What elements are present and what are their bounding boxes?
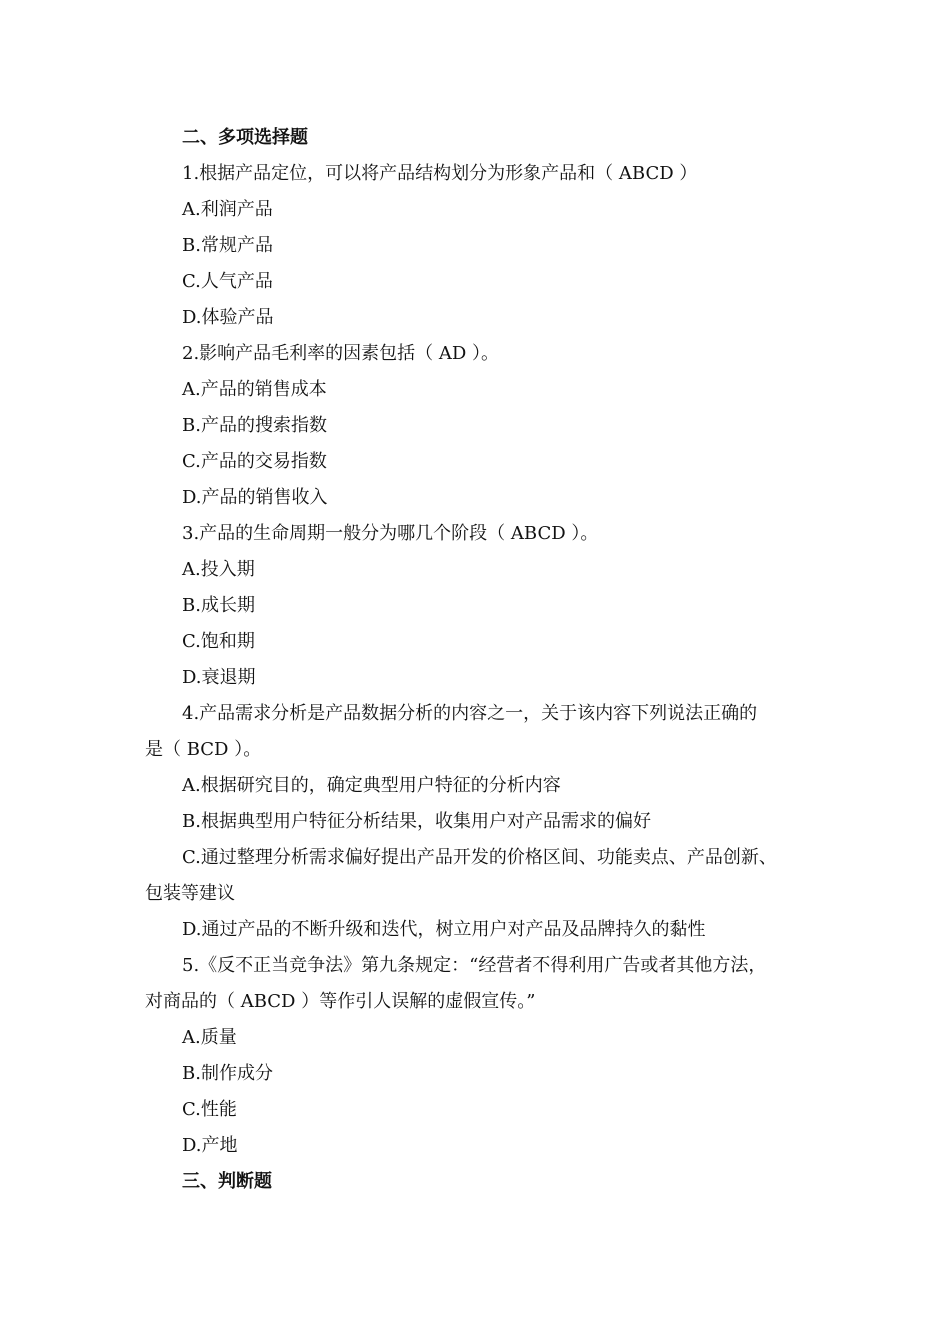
section-heading-multiple-choice: 二、多项选择题 — [182, 127, 308, 148]
question-4-stem-line-2: 是（ BCD ）。 — [145, 739, 262, 760]
question-4-option-d: D.通过产品的不断升级和迭代，树立用户对产品及品牌持久的黏性 — [182, 919, 706, 940]
question-2-option-d: D.产品的销售收入 — [182, 487, 328, 508]
question-5-stem-line-1: 5.《反不正当竞争法》第九条规定：“经营者不得利用广告或者其他方法， — [182, 955, 767, 976]
question-4-option-b: B.根据典型用户特征分析结果，收集用户对产品需求的偏好 — [182, 811, 651, 832]
question-4-stem-line-1: 4.产品需求分析是产品数据分析的内容之一，关于该内容下列说法正确的 — [182, 703, 758, 724]
question-5-stem-line-2: 对商品的（ ABCD ）等作引人误解的虚假宣传。” — [145, 991, 536, 1012]
question-5-option-c: C.性能 — [182, 1099, 237, 1120]
question-1-stem: 1.根据产品定位，可以将产品结构划分为形象产品和（ ABCD ） — [182, 163, 698, 184]
question-1-option-b: B.常规产品 — [182, 235, 273, 256]
question-5-option-a: A.质量 — [182, 1027, 237, 1048]
question-2-stem: 2.影响产品毛利率的因素包括（ AD ）。 — [182, 343, 500, 364]
question-3-option-d: D.衰退期 — [182, 667, 256, 688]
question-1-option-c: C.人气产品 — [182, 271, 273, 292]
question-3-option-b: B.成长期 — [182, 595, 255, 616]
question-3-option-a: A.投入期 — [182, 559, 255, 580]
question-4-option-c-line-2: 包装等建议 — [145, 883, 235, 904]
question-1-option-d: D.体验产品 — [182, 307, 274, 328]
document-content — [145, 120, 815, 1200]
question-3-stem: 3.产品的生命周期一般分为哪几个阶段（ ABCD ）。 — [182, 523, 599, 544]
question-1-option-a: A.利润产品 — [182, 199, 273, 220]
question-5-option-b: B.制作成分 — [182, 1063, 273, 1084]
question-4-option-a: A.根据研究目的，确定典型用户特征的分析内容 — [182, 775, 561, 796]
question-3-option-c: C.饱和期 — [182, 631, 255, 652]
question-2-option-c: C.产品的交易指数 — [182, 451, 327, 472]
question-4-option-c-line-1: C.通过整理分析需求偏好提出产品开发的价格区间、功能卖点、产品创新、 — [182, 847, 777, 868]
question-2-option-b: B.产品的搜索指数 — [182, 415, 327, 436]
question-2-option-a: A.产品的销售成本 — [182, 379, 327, 400]
question-5-option-d: D.产地 — [182, 1135, 238, 1156]
section-heading-true-false: 三、判断题 — [182, 1171, 272, 1192]
